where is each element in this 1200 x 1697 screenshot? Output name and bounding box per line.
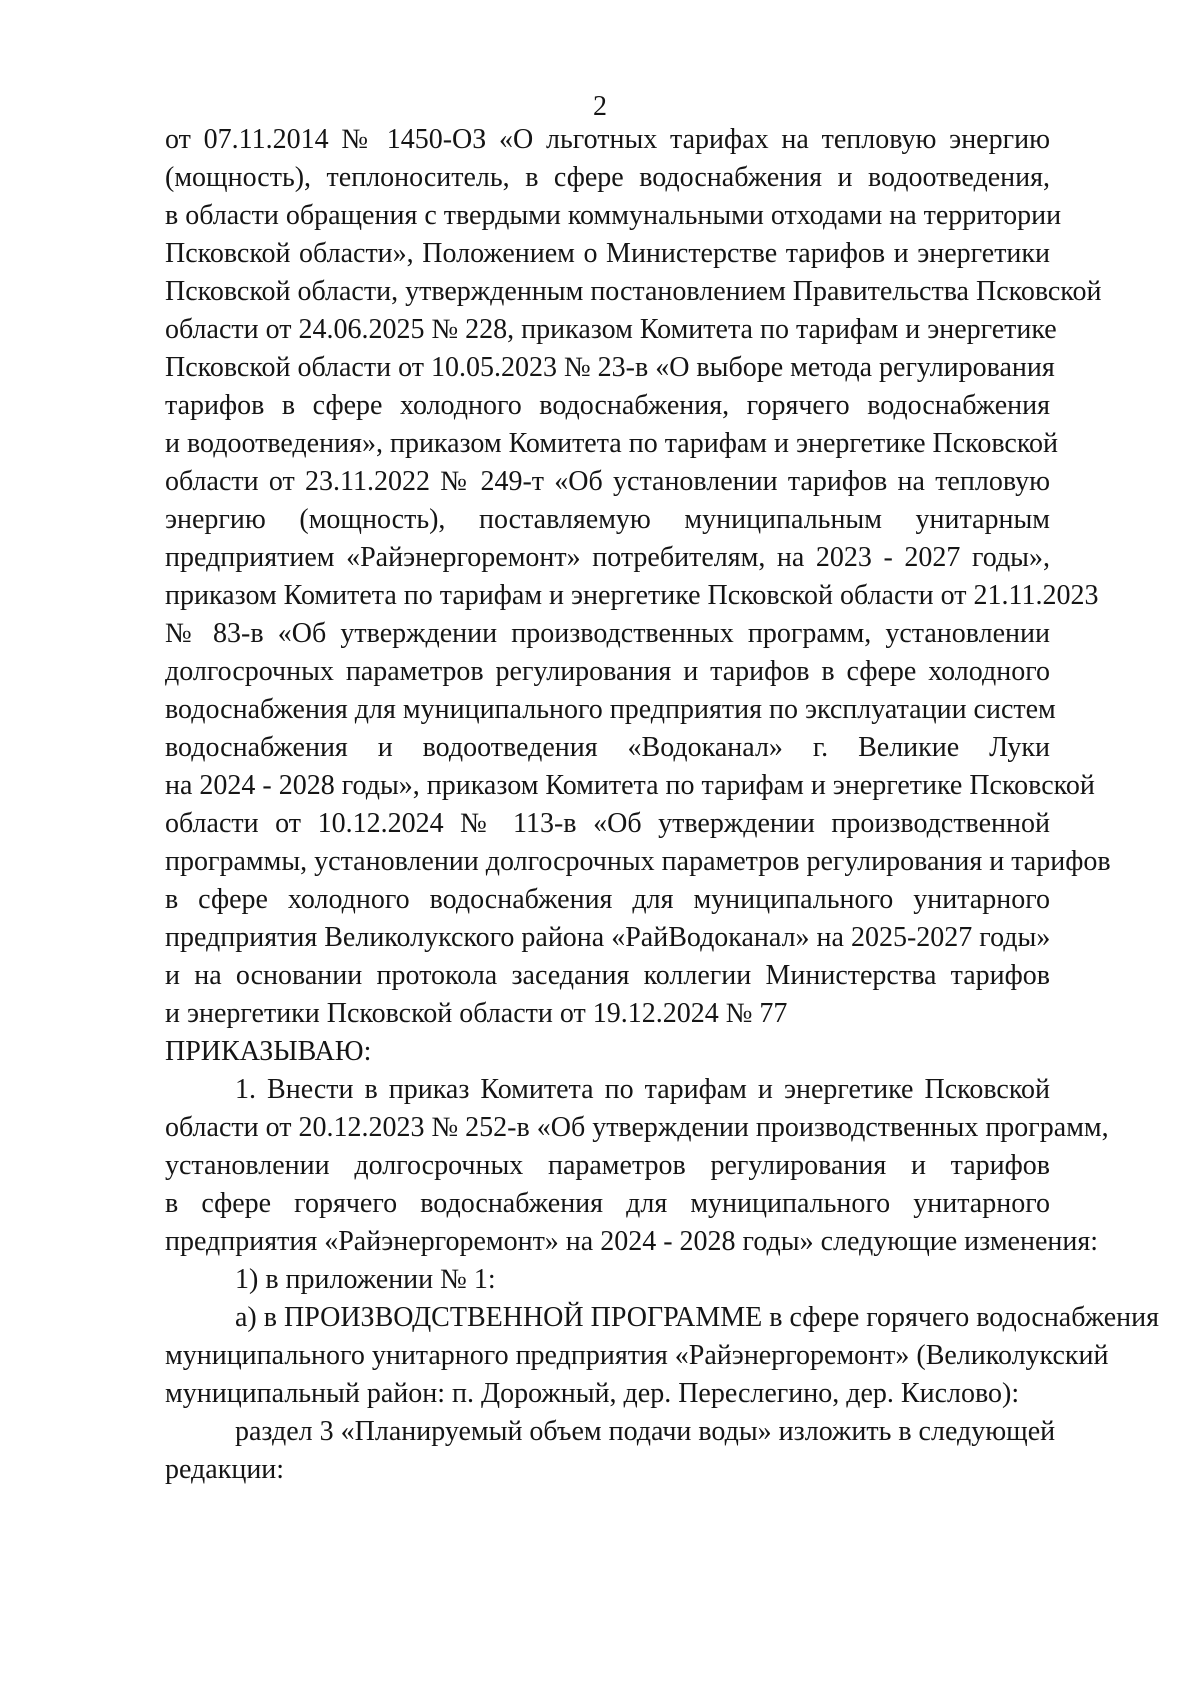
text-line: и на основании протокола заседания коллегии Министерства тарифов	[165, 960, 1050, 991]
text-line: тарифов в сфере холодного водоснабжения, горячего водоснабжения	[165, 390, 1050, 421]
text-line: (мощность), теплоноситель, в сфере водоснабжения и водоотведения,	[165, 162, 1050, 193]
text-line: предприятием «Райэнергоремонт» потребителям, на 2023 - 2027 годы»,	[165, 542, 1050, 573]
text-line: в области обращения с твердыми коммунальными отходами на территории	[165, 200, 1062, 231]
text-line: в сфере горячего водоснабжения для муниципального унитарного	[165, 1188, 1050, 1219]
text-line: редакции:	[165, 1454, 285, 1485]
order-heading: ПРИКАЗЫВАЮ:	[165, 1036, 372, 1067]
text-line: Псковской области», Положением о Министерстве тарифов и энергетики	[165, 238, 1050, 269]
page-number: 2	[593, 91, 607, 122]
text-line: и энергетики Псковской области от 19.12.2024 № 77	[165, 998, 788, 1029]
text-line: водоснабжения и водоотведения «Водоканал» г. Великие Луки	[165, 732, 1050, 763]
text-line: а) в ПРОИЗВОДСТВЕННОЙ ПРОГРАММЕ в сфере горячего водоснабжения	[235, 1302, 1160, 1333]
text-line: установлении долгосрочных параметров регулирования и тарифов	[165, 1150, 1050, 1181]
text-line: в сфере холодного водоснабжения для муниципального унитарного	[165, 884, 1050, 915]
text-line: Псковской области, утвержденным постановлением Правительства Псковской	[165, 276, 1102, 307]
text-line: энергию (мощность), поставляемую муниципальным унитарным	[165, 504, 1050, 535]
text-line: долгосрочных параметров регулирования и тарифов в сфере холодного	[165, 656, 1050, 687]
text-line: области от 10.12.2024 № 113-в «Об утверждении производственной	[165, 808, 1050, 839]
text-line: области от 24.06.2025 № 228, приказом Комитета по тарифам и энергетике	[165, 314, 1057, 345]
text-line: муниципального унитарного предприятия «Райэнергоремонт» (Великолукский	[165, 1340, 1109, 1371]
text-line: № 83-в «Об утверждении производственных программ, установлении	[165, 618, 1050, 649]
text-line: от 07.11.2014 № 1450-ОЗ «О льготных тарифах на тепловую энергию	[165, 124, 1050, 155]
text-line: водоснабжения для муниципального предприятия по эксплуатации систем	[165, 694, 1056, 725]
text-line: и водоотведения», приказом Комитета по тарифам и энергетике Псковской	[165, 428, 1058, 459]
text-line: предприятия «Райэнергоремонт» на 2024 - 2028 годы» следующие изменения:	[165, 1226, 1099, 1257]
text-line: области от 23.11.2022 № 249-т «Об установлении тарифов на тепловую	[165, 466, 1050, 497]
text-line: муниципальный район: п. Дорожный, дер. Переслегино, дер. Кислово):	[165, 1378, 1020, 1409]
text-line: 1. Внести в приказ Комитета по тарифам и энергетике Псковской	[235, 1074, 1050, 1105]
text-line: 1) в приложении № 1:	[235, 1264, 496, 1295]
text-line: предприятия Великолукского района «РайВодоканал» на 2025-2027 годы»	[165, 922, 1051, 953]
text-line: Псковской области от 10.05.2023 № 23-в «О выборе метода регулирования	[165, 352, 1055, 383]
text-line: программы, установлении долгосрочных параметров регулирования и тарифов	[165, 846, 1111, 877]
text-line: на 2024 - 2028 годы», приказом Комитета по тарифам и энергетике Псковской	[165, 770, 1095, 801]
text-line: раздел 3 «Планируемый объем подачи воды» изложить в следующей	[235, 1416, 1056, 1447]
text-line: приказом Комитета по тарифам и энергетике Псковской области от 21.11.2023	[165, 580, 1099, 611]
text-line: области от 20.12.2023 № 252-в «Об утверждении производственных программ,	[165, 1112, 1109, 1143]
